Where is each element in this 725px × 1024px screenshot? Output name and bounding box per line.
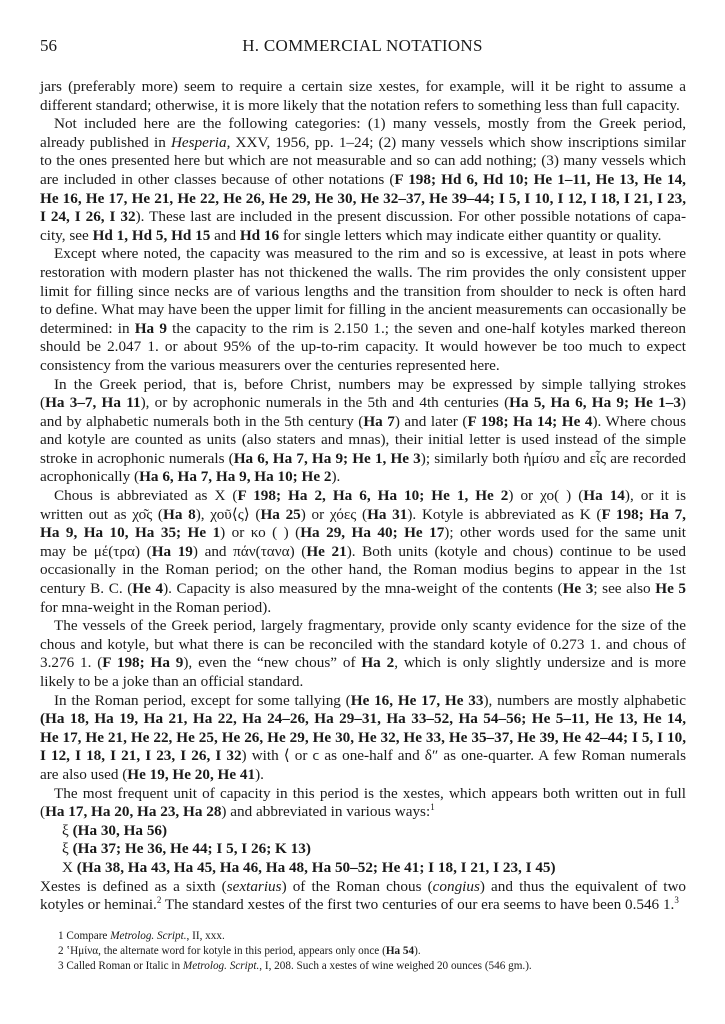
text-run: Called Roman or Italic in (66, 959, 183, 972)
catalog-reference: I 12, I 18, I 21, I 23, I 26, I 32 (40, 747, 242, 765)
text-run: chous and kotyle, but what there is can be reconciled with the standard kotyle of 0.273 1. and chous of (40, 635, 686, 653)
paragraph (40, 785, 686, 822)
text-line (40, 524, 686, 543)
catalog-reference: Ha 5, Ha 6, Ha 9; He 1–3 (509, 394, 681, 412)
text-run: ξ (62, 821, 73, 839)
text-line (40, 227, 686, 246)
text-line (40, 468, 686, 487)
text-run: ), or it is (624, 487, 686, 505)
catalog-reference: Ha 29, Ha 40; He 17 (300, 524, 445, 542)
catalog-reference: Ha 6, Ha 7, Ha 9; He 1, He 3 (233, 449, 421, 467)
text-line (40, 766, 686, 785)
footnote (58, 944, 686, 959)
text-run: to the ones presented here but which are not measurable and so can add nothing; (3) many vessels which (40, 152, 686, 170)
text-line (40, 803, 686, 822)
text-line (40, 394, 686, 413)
catalog-reference: F 198; Ha 7, (601, 505, 686, 523)
paragraph (40, 78, 686, 115)
text-line (40, 115, 686, 134)
text-line (40, 152, 686, 171)
text-run: and (210, 226, 240, 244)
text-line (40, 543, 686, 562)
text-run: , XXV, 1956, pp. 1–24; (2) many vessels which show inscriptions similar (226, 133, 686, 151)
catalog-reference: Ha 9, Ha 10, Ha 35; He 1 (40, 524, 221, 542)
text-line (40, 320, 686, 339)
text-line (40, 896, 686, 915)
text-line (40, 673, 686, 692)
list-item (40, 859, 686, 878)
footnote-ref: 3 (674, 895, 679, 906)
text-run: already published in (40, 133, 171, 151)
catalog-reference: He 4 (132, 580, 164, 598)
text-run: Metrolog. Script. (110, 929, 187, 942)
catalog-reference: (Ha 18, Ha 19, Ha 21, Ha 22, Ha 24–26, Ha 29–31, Ha 33–52, Ha 54–56; He 5–11, He 13, He 14, (40, 710, 686, 728)
text-run: In the Roman period, except for some tallying ( (54, 691, 351, 709)
text-run: are included in other classes because of other notations ( (40, 170, 395, 188)
text-line (40, 338, 686, 357)
text-run: ), χοῦ⟨ς⟩ ( (195, 505, 261, 523)
text-run: ); similarly both ἡμίσυ and εἷς are recorded (420, 449, 687, 467)
text-run: acrophonically ( (40, 468, 140, 486)
text-run: stroke in acrophonic numerals ( (40, 449, 234, 467)
text-line (40, 301, 686, 320)
text-run: ). (414, 944, 421, 957)
footnote-ref: 2 (156, 895, 162, 906)
list-item (40, 840, 686, 859)
catalog-reference: Hd 16 (239, 226, 280, 244)
text-line (40, 617, 686, 636)
text-line (40, 134, 686, 153)
text-run: likely to be a joke than an official standard. (40, 673, 304, 690)
text-run: ) and abbreviated in various ways: (221, 803, 431, 821)
paragraph (40, 245, 686, 375)
text-run: the capacity to the rim is 2.150 1.; the seven and one-half kotyles marked thereon (166, 319, 686, 337)
text-line (40, 283, 686, 302)
text-run: ). (255, 765, 264, 783)
text-line (40, 376, 686, 395)
text-run: ). Both units (kotyle and chous) continue to be used (346, 542, 686, 560)
catalog-reference: Ha 9 (134, 319, 167, 337)
text-run: restoration with modern plaster has not thickened the walls. The rim provides the only consistent upper (40, 263, 686, 281)
footnote (58, 959, 686, 974)
catalog-reference: He 5 (655, 580, 687, 598)
paragraph (40, 692, 686, 785)
text-line (40, 450, 686, 469)
catalog-reference: He 16, He 17, He 21, He 22, He 26, He 29, He 30, He 32–37, He 39–44; I 5, I 10, I 12, I 18, I 21, I 23, (40, 189, 686, 207)
text-run: ). Kotyle is abbreviated as K ( (407, 505, 602, 523)
text-run: Xestes is defined as a sixth ( (40, 877, 227, 895)
text-line (40, 487, 686, 506)
footnotes (40, 929, 686, 974)
page-number: 56 (40, 36, 57, 55)
text-run: determined: in (40, 319, 135, 337)
text-run: Chous is abbreviated as X ( (54, 487, 238, 505)
text-run: Metrolog. Script. (182, 959, 260, 972)
text-line (40, 78, 686, 97)
text-line (40, 729, 686, 748)
text-line (40, 747, 686, 766)
text-run: ), numbers are mostly alphabetic (483, 691, 687, 709)
text-run: 2 (58, 944, 67, 957)
catalog-reference: Ha 6, Ha 7, Ha 9, Ha 10; He 2 (139, 468, 332, 486)
footnote (58, 929, 686, 944)
running-title: H. COMMERCIAL NOTATIONS (242, 36, 483, 55)
text-run: Hesperia (170, 133, 227, 151)
text-line (40, 636, 686, 655)
catalog-reference: I 24, I 26, I 32 (40, 208, 136, 226)
text-run: kotyles or heminai. (40, 896, 157, 914)
text-run: ξ (62, 840, 73, 858)
text-run: Not included here are the following categories: (1) many vessels, mostly from the Greek period, (54, 115, 686, 133)
catalog-reference: Hd 1, Hd 5, Hd 15 (92, 226, 211, 244)
body-text (40, 78, 686, 915)
catalog-reference: Ha 17, Ha 20, Ha 23, Ha 28 (45, 803, 222, 821)
text-run: ). (331, 468, 341, 486)
text-run: ) or χο( ) ( (508, 487, 584, 505)
catalog-reference: Ha 3–7, Ha 11 (45, 394, 141, 412)
catalog-reference: Ha 19 (151, 542, 193, 560)
catalog-reference: He 19, He 20, He 41 (127, 765, 256, 783)
text-run: 1 (58, 929, 67, 942)
catalog-reference: F 198; Hd 6, Hd 10; He 1–11, He 13, He 14, (394, 170, 686, 188)
catalog-reference: Ha 7 (363, 412, 395, 430)
text-run: century B. C. ( (40, 580, 133, 598)
text-run: 3.276 1. ( (40, 654, 103, 672)
text-run: ). Where chous (592, 412, 686, 430)
text-line (40, 561, 686, 580)
text-run: consistency from the various measurers over the centuries represented here. (40, 356, 500, 374)
text-line (40, 785, 686, 804)
text-run: ( (40, 394, 46, 412)
text-run: ) with ⟨ or ϲ as one-half and δ″ as one-quarter. A few Roman numerals (241, 747, 687, 765)
paragraph (40, 878, 686, 915)
text-run: are also used ( (40, 765, 128, 783)
catalog-reference: He 16, He 17, He 33 (350, 691, 484, 709)
catalog-reference: He 17, He 21, He 22, He 25, He 26, He 29, He 30, He 32, He 33, He 35–37, He 39, He 42–44; I 5, I 10, (40, 728, 686, 746)
text-line (40, 171, 686, 190)
text-line (40, 599, 686, 618)
text-line (40, 431, 686, 450)
text-run: ) and πάν(τανα) ( (192, 542, 307, 560)
text-line (40, 208, 686, 227)
text-run: , II, xxx. (186, 929, 225, 942)
page-content (40, 78, 686, 974)
text-line (40, 506, 686, 525)
catalog-reference: Ha 8 (163, 505, 196, 523)
catalog-reference: He 21 (306, 542, 347, 560)
text-run: ), or by acrophonic numerals in the 5th and 4th centuries ( (140, 394, 510, 412)
text-line (40, 580, 686, 599)
text-run: to define. What may have been the upper limit for filling in the ancient measurements can occasionally be (40, 301, 686, 319)
text-run: The vessels of the Greek period, largely fragmentary, provide only scanty evidence for the size of the (54, 617, 686, 635)
text-run: city, see (40, 226, 93, 244)
text-line (40, 413, 686, 432)
text-run: ); other words used for the same unit (444, 524, 687, 542)
text-run: The most frequent unit of capacity in this period is the xestes, which appears both written out in full (54, 784, 686, 802)
catalog-reference: F 198; Ha 9 (102, 654, 184, 672)
catalog-reference: Ha 2 (361, 654, 395, 672)
text-run: , which is only slightly undersize and is more (394, 654, 686, 672)
abbreviation-list (40, 822, 686, 878)
text-run: ; see also (593, 580, 656, 598)
text-line (40, 692, 686, 711)
list-item (40, 822, 686, 841)
catalog-reference: Ha 31 (367, 505, 408, 523)
catalog-reference: F 198; Ha 2, Ha 6, Ha 10; He 1, He 2 (237, 487, 509, 505)
catalog-reference: He 3 (562, 580, 594, 598)
catalog-reference: Ha 14 (583, 487, 625, 505)
text-run: ), even the “new chous” of (183, 654, 362, 672)
text-run: sextarius (226, 877, 282, 895)
text-run: The standard xestes of the first two centuries of our era seems to have been 0.546 1. (161, 896, 675, 914)
text-run: should be 2.047 1. or about 95% of the up-to-rim capacity. It would however be too much to expect (40, 338, 686, 356)
text-run: may be μέ(τρα) ( (40, 542, 152, 560)
text-run: for mna-weight in the Roman period). (40, 598, 272, 616)
paragraph (40, 376, 686, 488)
text-run: congius (432, 877, 480, 895)
text-run: ) or κο ( ) ( (220, 524, 301, 542)
text-run: occasionally in the Roman period; on the other hand, the Roman modius begins to appear in the 1st (40, 561, 686, 579)
catalog-reference: (Ha 38, Ha 43, Ha 45, Ha 46, Ha 48, Ha 50–52; He 41; I 18, I 21, I 23, I 45) (76, 858, 556, 876)
text-run: limit for filling since necks are of various lengths and the transition from shoulder to neck is often hard (40, 282, 686, 300)
catalog-reference: F 198; Ha 14; He 4 (467, 412, 593, 430)
catalog-reference: Ha 25 (260, 505, 301, 523)
text-line (40, 878, 686, 897)
text-line (40, 264, 686, 283)
text-run: and kotyle are counted as units (also staters and mnas), their initial letter is used instead of the simple (40, 431, 686, 449)
text-run: ( (40, 803, 46, 821)
text-line (40, 357, 686, 376)
text-run: ). Capacity is also measured by the mna-weight of the contents ( (163, 580, 563, 598)
text-line (40, 97, 686, 116)
paragraph (40, 617, 686, 691)
catalog-reference: (Ha 30, Ha 56) (72, 821, 168, 839)
text-run: Compare (66, 929, 111, 942)
text-line (40, 710, 686, 729)
catalog-reference: Ha 54 (385, 944, 415, 957)
text-run: In the Greek period, that is, before Christ, numbers may be expressed by simple tallying strokes (54, 375, 686, 393)
text-run: written out as χο͂ς ( (40, 505, 163, 523)
text-run: ) and thus the equivalent of two (479, 877, 687, 895)
text-run: for single letters which may indicate either quantity or quality. (279, 226, 662, 244)
text-run: 3 (58, 959, 67, 972)
text-line (40, 245, 686, 264)
catalog-reference: (Ha 37; He 36, He 44; I 5, I 26; K 13) (72, 840, 311, 858)
text-run: and by alphabetic numerals both in the 5th century ( (40, 412, 364, 430)
text-run: ) (680, 394, 686, 412)
text-run: different standard; otherwise, it is more likely that the notation refers to something less than full capacity. (40, 96, 680, 114)
text-line (40, 654, 686, 673)
text-run: ) of the Roman chous ( (281, 877, 433, 895)
text-run: ʽΗμίνα, the alternate word for kotyle in this period, appears only once ( (66, 944, 386, 957)
text-run: jars (preferably more) seem to require a certain size xestes, for example, will it be right to assume a (40, 78, 686, 95)
paragraph (40, 487, 686, 617)
text-run: Except where noted, the capacity was measured to the rim and so is excessive, at least in pots where (54, 245, 686, 263)
text-line (40, 190, 686, 209)
footnote-ref: 1 (430, 802, 435, 813)
text-run: ) and later ( (394, 412, 468, 430)
text-run: , I, 208. Such a xestes of wine weighed 20 ounces (546 gm.). (259, 959, 532, 972)
paragraph (40, 115, 686, 245)
text-run: ) or χόες ( (300, 505, 368, 523)
text-run: ). These last are included in the present discussion. For other possible notations of capa- (135, 208, 687, 226)
text-run: X (62, 858, 77, 876)
